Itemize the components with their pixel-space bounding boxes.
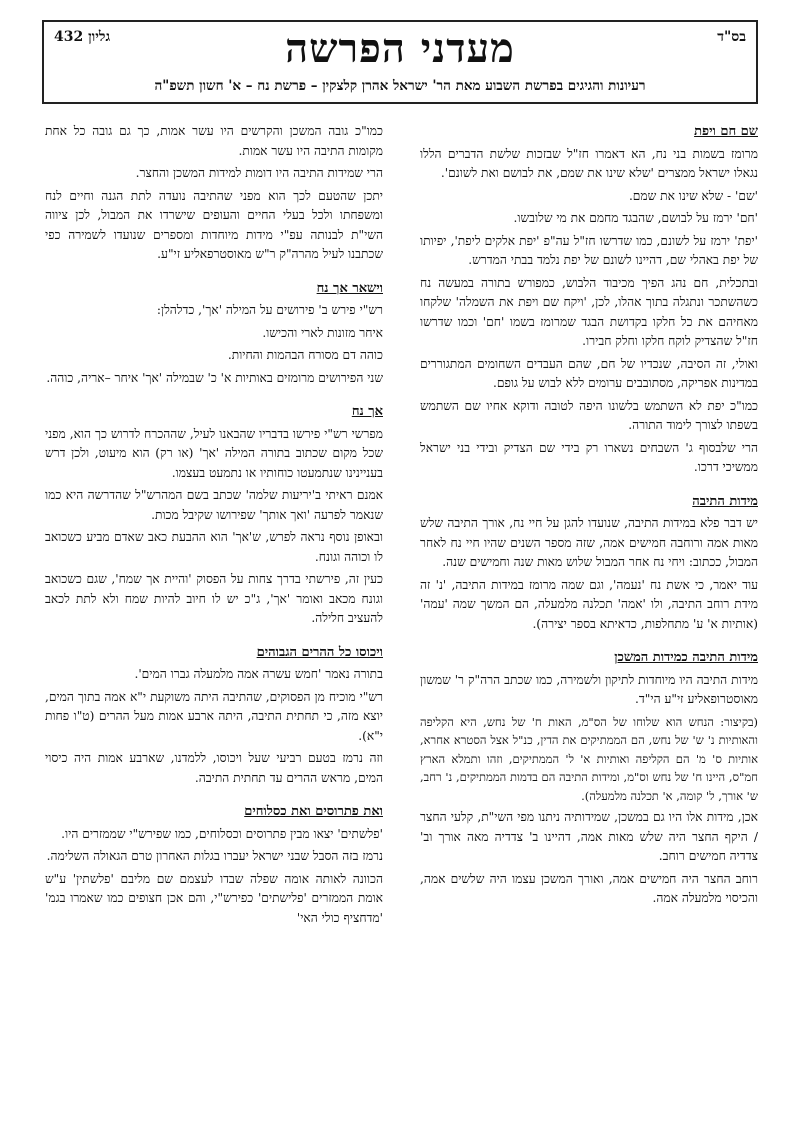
section — [420, 648, 758, 909]
left-column — [45, 122, 383, 931]
paragraph: אכן, מידות אלו היו גם במשכן, שמידותיה ניתנו מפי השי"ת, קלעי החצר / היקף החצר היה שלש מאות אמה, דהיינו ב' צדדיה מאה אורך וב' צדדיה חמישים רוחב. — [420, 810, 758, 863]
paragraph: הכוונה לאותה אומה שפלה שבדו לעצמם שם מליבם 'פלשתין' ע"ש אומת הממזרים 'פלישתים' כפירש"י, והם אכן חצופים כמו שאמרו בגמ' 'מדחציף כולי האי' — [45, 871, 383, 925]
paragraph: כמו"כ יפת לא השתמש בלשונו היפה לטובה ודוקא אחיו שם השתמש בשפתו לצורך לימוד התורה. — [420, 398, 758, 432]
paragraph: איחר מזונות לארי והכישו. — [262, 325, 383, 340]
paragraph: כוהה דם מסורח הבהמות והחיות. — [227, 348, 383, 362]
paragraph: בתורה נאמר 'חמש עשרה אמה מלמעלה גברו המים'. — [134, 667, 383, 681]
paragraph: וזה נרמז בטעם רביעי שעל ויכוסו, ללמדנו, שארבע אמות היה כיסוי המים, מראש ההרים עד תחתית התיבה. — [45, 751, 383, 785]
paragraph: 'פלשתים' יצאו מבין פתרוסים וכסלוחים, כמו שפירש"י שממזרים היו. — [61, 826, 383, 841]
page-title: מעדני הפרשה — [285, 25, 515, 72]
section — [420, 492, 758, 635]
paragraph: הרי שמידות התיבה היו דומות למידות המשכן והחצר. — [135, 166, 383, 180]
paragraph: ואולי, זה הסיבה, שנכדיו של חם, שהם העבדים השחומים המתגוררים במדינות אפריקה, מסתובבים ערומים ללא לבוש על גופם. — [420, 356, 758, 390]
issue-number: גליון 432 — [54, 29, 111, 45]
paragraph: עוד יאמר, כי אשת נח 'נעמה', וגם שמה מרומז במידות התיבה, 'נ' זה מידת רוחב התיבה, ולו 'אמה' תכלנה מלמעלה, הם המשך שמה 'עמה' (אותיות א' ע' מתחלפות, כדאיתא בספר יצירה). — [420, 577, 758, 631]
paragraph: רש"י מוכיח מן הפסוקים, שהתיבה היתה משוקעת י"א אמה בתוך המים, יוצא מזה, כי תחתית התיבה, היתה ארבע אמות מעל ההרים (ט"ו פחות י"א). — [45, 689, 383, 743]
paragraph: יתכן שהטעם לכך הוא מפני שהתיבה נועדה לתת הגנה וחיים לנח ומשפחתו ולכל בעלי החיים והעופים שישרדו את המבול, לכן ציווה השי"ת לבנותה עפ"י מידות מיוחדות ומספרים שנועדו לשמירה כפי שכתבנו לעיל מהרה"ק ר"ש מאוסטרפאליע זי"ע. — [45, 188, 383, 261]
paragraph: מידות התיבה היו מיוחדות לתיקון ולשמירה, כמו שכתב הרה"ק ר' שמשון מאוסטרופאליע זי"ע הי"ד. — [420, 672, 758, 706]
paragraph: רוחב החצר היה חמישים אמה, ואורך המשכן עצמו היה שלשים אמה, והכיסוי מלמעלה אמה. — [420, 871, 758, 905]
paragraph: 'חם' ירמז על לבושם, שהבגד מחמם את מי שלובשו. — [513, 211, 758, 225]
right-column — [420, 122, 758, 912]
section — [45, 402, 383, 629]
section-title: מידות התיבה — [692, 493, 758, 509]
paragraph: מפרשי רש"י פירשו בדבריו שהבאנו לעיל, שההכרח לדרוש כך הוא, מפני שכל מקום שכתוב בתורה המילה 'אך' (או רק) הוא מיעוט, ולכן דרש בעניינינו שנתמעטו כוחותיו או נתמעט בעצמו. — [45, 426, 383, 480]
paragraph: הרי שלבסוף ג' השבחים נשארו רק בידי שם הצדיק ובידי בני ישראל ממשיכי דרכו. — [420, 440, 758, 474]
paragraph: 'שם' - שלא שינו את שמם. — [628, 188, 758, 203]
section-title: שם חם ויפת — [694, 124, 758, 139]
paragraph: נרמז בזה הסבל שבני ישראל יעברו בגלות האחרון טרם הגאולה השלימה. — [46, 849, 383, 863]
paragraph: שני הפירושים מרומזים באותיות א' כ' שבמילה 'אך' איחר –אריה, כוהה. — [46, 370, 383, 385]
paragraph: מרומז בשמות בני נח, הא דאמרו חז"ל שבזכות שלשת הדברים הללו נגאלו ישראל ממצרים 'שלא שינו את שמם, את לבושם ואת לשונם'. — [420, 146, 758, 180]
section — [45, 279, 383, 389]
paragraph: אמנם ראיתי ב'יריעות שלמה' שכתב בשם המהרש"ל שהדרשה היא כמו שנאמר לפרעה 'ואך אותך' שפירושו שקיבל מכות. — [45, 488, 383, 522]
section-title: ואת פתרוסים ואת כסלוחים — [244, 804, 383, 819]
section-title: ויכוסו כל ההרים הגבוהים — [256, 644, 383, 660]
bsd-mark: בס"ד — [717, 29, 746, 45]
page-subtitle: רעיונות והגיגים בפרשת השבוע מאת הר' ישראל אהרן קלצקין – פרשת נח – א' חשון תשפ"ה — [154, 78, 646, 94]
paragraph: רש"י פירש ב' פירושים על המילה 'אך', כדלהלן: — [156, 303, 383, 317]
paragraph: יש דבר פלא במידות התיבה, שנועדו להגן על חיי נח, אורך התיבה שלש מאות אמה ורוחבה חמישים אמה, שזה מספר השנים שהיו חיי נח לאחר המבול, ככתוב: ויחי נח אחר המבול שלוש מאות שנה וחמישים שנה. — [420, 516, 758, 569]
section-title: אך נח — [351, 404, 383, 419]
paragraph: (בקיצור: הנחש הוא שלוחו של הס"מ, האות ח' של נחש, היא הקליפה והאותיות נ' ש' של נחש, הם הממתיקים את הדין, כנ"ל אצל הסטרא אחרא, אותיות ס' מ' הם הקליפה ואותיות א' ל' הממתיקים, וזהו ותמלא הארץ חמ"ס, היינו ח' של נחש וס"מ, ומידות התיבה הם בדמות הממתיקים, נ' רחב, ש' אורך, ל' קומה, א' תכלנה מלמעלה). — [420, 714, 758, 803]
masthead — [42, 20, 758, 104]
paragraph: כמו"כ גובה המשכן והקרשים היו עשר אמות, כך גם גובה כל אחת מקומות התיבה היו עשר אמות. — [45, 124, 383, 158]
section — [45, 643, 383, 789]
section — [45, 802, 383, 928]
paragraph: כעין זה, פירשתי בדרך צחות על הפסוק 'והיית אך שמח', שגם כשכואב וגונח מכאב ואומר 'אך', ג"כ יש לו חיוב להיות שמח ולא לתת לכאב להעציב חלילה. — [45, 572, 383, 625]
section-title: מידות התיבה כמידות המשכן — [614, 650, 758, 665]
section-title: וישאר אך נח — [316, 280, 383, 296]
paragraph: ובתכלית, חם נהג הפיך מכיבוד הלבוש, כמפורש בתורה במעשה נח כשהשתכר ונתגלה בתוך אהלו, לכן, 'ויקח שם ויפת את השמלה' שלקחו מאחיהם את כל חלקו בקדושת הבגד שמרומז בשמו 'חם' וכמו שדרשו חז"ל שהצדיק לוקח חלקו וחלק חבירו. — [420, 275, 758, 348]
paragraph: ובאופן נוסף נראה לפרש, ש'אך' הוא ההבעת כאב שאדם מביע כשכואב לו וכוהה וגונח. — [45, 530, 383, 564]
paragraph: 'יפת' ירמז על לשונם, כמו שדרשו חז"ל עה"פ 'יפת אלקים ליפת', יפיותו של יפת באהלי שם, דהיינו לשונם של יפת נלמד בבתי המדרש. — [420, 233, 758, 267]
